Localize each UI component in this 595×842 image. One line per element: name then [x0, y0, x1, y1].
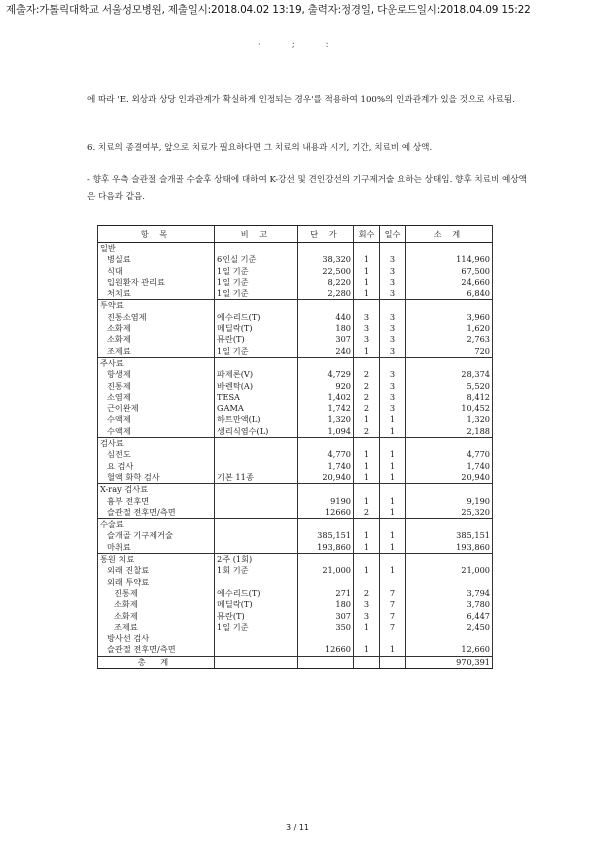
- cell-note: [215, 577, 298, 588]
- cell-price: 4,729: [298, 369, 354, 380]
- cell-price: [298, 300, 354, 312]
- cell-days: [380, 633, 406, 644]
- cell-sub: 28,374: [406, 369, 493, 380]
- cell-note: TESA: [215, 392, 298, 403]
- cell-sub: 6,447: [406, 611, 493, 622]
- cell-price: 9190: [298, 496, 354, 507]
- cell-note: 6인실 기준: [215, 254, 298, 265]
- cell-times: 1: [354, 644, 380, 656]
- cell-price: 1,402: [298, 392, 354, 403]
- table-row: [98, 644, 493, 656]
- cell-sub: [406, 357, 493, 369]
- cell-price: [298, 554, 354, 566]
- header-days: 일수: [380, 226, 406, 243]
- paragraph-causality: 에 따라 'E. 외상과 상당 인과관계가 확실하게 인정되는 경우'를 적용하여 100%의 인과관계가 있을 것으로 사료됨.: [87, 95, 515, 105]
- cell-item: 요 검사: [98, 461, 215, 472]
- cell-sub: [406, 438, 493, 450]
- cell-item: 수액제: [98, 426, 215, 438]
- cell-note: 메딜락(T): [215, 599, 298, 610]
- download-header: 제출자:가톨릭대학교 서울성모병원, 제출일시:2018.04.02 13:19, 출력자:정경일, 다운로드일시:2018.04.09 15:22: [6, 4, 531, 16]
- cell-note: GAMA: [215, 403, 298, 414]
- table-category-row: [98, 300, 493, 312]
- cell-sub: 2,763: [406, 334, 493, 345]
- cell-item: 일반: [98, 243, 215, 255]
- cell-days: [380, 438, 406, 450]
- cell-sub: 3,780: [406, 599, 493, 610]
- cell-times: 2: [354, 588, 380, 599]
- cell-times: 1: [354, 288, 380, 300]
- cell-times: [354, 554, 380, 566]
- cell-note: [215, 438, 298, 450]
- cell-sub: [406, 554, 493, 566]
- header-item: 항 목: [98, 226, 215, 243]
- table-category-row: [98, 438, 493, 450]
- cell-item: 수액제: [98, 414, 215, 425]
- cell-days: 1: [380, 530, 406, 541]
- cell-sub: 20,940: [406, 472, 493, 484]
- cell-price: 240: [298, 346, 354, 358]
- cell-item: 슬관절 전후면/측면: [98, 507, 215, 519]
- cell-price: 180: [298, 323, 354, 334]
- cell-days: 3: [380, 392, 406, 403]
- cell-note: [215, 656, 298, 668]
- cell-days: 3: [380, 254, 406, 265]
- table-row: [98, 496, 493, 507]
- cell-times: 1: [354, 266, 380, 277]
- cell-times: 3: [354, 312, 380, 323]
- cell-item: 심전도: [98, 449, 215, 460]
- cell-note: [215, 507, 298, 519]
- cell-sub: 1,620: [406, 323, 493, 334]
- cell-sub: 3,960: [406, 312, 493, 323]
- cell-times: 2: [354, 426, 380, 438]
- cell-days: [380, 554, 406, 566]
- cell-note: 1일 기준: [215, 266, 298, 277]
- cell-note: 뮤란(T): [215, 611, 298, 622]
- table-row: [98, 577, 493, 588]
- cell-item: 식대: [98, 266, 215, 277]
- cell-times: 1: [354, 472, 380, 484]
- cell-sub: 2,450: [406, 622, 493, 633]
- table-row: [98, 461, 493, 472]
- cell-times: 1: [354, 622, 380, 633]
- cell-item: 방사선 검사: [98, 633, 215, 644]
- cell-days: [380, 484, 406, 496]
- cell-item: 소화제: [98, 334, 215, 345]
- table-row: [98, 472, 493, 484]
- cell-times: 2: [354, 381, 380, 392]
- cell-times: [354, 484, 380, 496]
- cell-days: 3: [380, 381, 406, 392]
- cell-item: 주사료: [98, 357, 215, 369]
- cell-item: 외래 투약료: [98, 577, 215, 588]
- cell-sub: 1,320: [406, 414, 493, 425]
- cell-item: 외래 진찰료: [98, 565, 215, 576]
- cell-price: 193,860: [298, 542, 354, 554]
- cell-price: 4,770: [298, 449, 354, 460]
- cell-times: 1: [354, 530, 380, 541]
- cell-times: 2: [354, 403, 380, 414]
- cell-times: 1: [354, 496, 380, 507]
- cell-note: [215, 496, 298, 507]
- cell-note: 1일 기준: [215, 622, 298, 633]
- cell-item: 소화제: [98, 611, 215, 622]
- cell-note: 바렌탁(A): [215, 381, 298, 392]
- cell-days: 3: [380, 277, 406, 288]
- cell-note: 하트만액(L): [215, 414, 298, 425]
- cell-days: 3: [380, 323, 406, 334]
- table-category-row: [98, 519, 493, 531]
- cell-note: 파제론(V): [215, 369, 298, 380]
- cell-price: [298, 243, 354, 255]
- cell-sub: 385,151: [406, 530, 493, 541]
- cell-price: 440: [298, 312, 354, 323]
- cell-item: X-ray 검사료: [98, 484, 215, 496]
- cell-days: 1: [380, 565, 406, 576]
- table-row: [98, 277, 493, 288]
- cell-item: 조제료: [98, 346, 215, 358]
- cell-price: 1,742: [298, 403, 354, 414]
- header-times: 회수: [354, 226, 380, 243]
- cell-times: [354, 357, 380, 369]
- cell-item: 소화제: [98, 323, 215, 334]
- cell-item: 소화제: [98, 599, 215, 610]
- cell-days: 3: [380, 369, 406, 380]
- table-row: [98, 334, 493, 345]
- cell-item: 수술료: [98, 519, 215, 531]
- cell-price: 2,280: [298, 288, 354, 300]
- cell-times: 1: [354, 542, 380, 554]
- cell-price: [298, 357, 354, 369]
- cell-sub: [406, 577, 493, 588]
- cell-times: 1: [354, 461, 380, 472]
- cell-times: 1: [354, 277, 380, 288]
- cell-days: 3: [380, 312, 406, 323]
- cell-price: [298, 656, 354, 668]
- cell-item: 슬개골 기구제거술: [98, 530, 215, 541]
- cell-sub: 2,188: [406, 426, 493, 438]
- scan-marks: · ; :: [258, 40, 343, 50]
- cell-sub: [406, 300, 493, 312]
- table-total-row: [98, 656, 493, 668]
- cell-sub: 193,860: [406, 542, 493, 554]
- cell-note: 1일 기준: [215, 346, 298, 358]
- cell-price: 12660: [298, 507, 354, 519]
- cell-price: [298, 484, 354, 496]
- cell-item: 진통제: [98, 588, 215, 599]
- cell-price: 271: [298, 588, 354, 599]
- cell-note: [215, 530, 298, 541]
- table-row: [98, 369, 493, 380]
- cell-note: [215, 519, 298, 531]
- cell-price: 12660: [298, 644, 354, 656]
- cell-sub: 21,000: [406, 565, 493, 576]
- cell-days: 7: [380, 611, 406, 622]
- table-category-row: [98, 243, 493, 255]
- cell-price: [298, 577, 354, 588]
- cell-price: 385,151: [298, 530, 354, 541]
- cell-times: [354, 243, 380, 255]
- cell-times: [354, 300, 380, 312]
- cell-days: [380, 357, 406, 369]
- table-row: [98, 392, 493, 403]
- cell-sub: 114,960: [406, 254, 493, 265]
- table-row: [98, 542, 493, 554]
- table-row: [98, 622, 493, 633]
- cell-days: 7: [380, 588, 406, 599]
- cell-price: [298, 438, 354, 450]
- cell-sub: [406, 519, 493, 531]
- cell-days: 1: [380, 426, 406, 438]
- cell-sub: 970,391: [406, 656, 493, 668]
- cell-days: 1: [380, 414, 406, 425]
- header-price: 단 가: [298, 226, 354, 243]
- cell-note: 뮤란(T): [215, 334, 298, 345]
- table-row: [98, 507, 493, 519]
- cell-sub: 8,412: [406, 392, 493, 403]
- table-header-row: [98, 226, 493, 243]
- cell-price: 22,500: [298, 266, 354, 277]
- table-row: [98, 346, 493, 358]
- cell-note: [215, 461, 298, 472]
- cell-times: [354, 438, 380, 450]
- cell-note: [215, 484, 298, 496]
- cell-price: 8,220: [298, 277, 354, 288]
- table-row: [98, 599, 493, 610]
- cell-sub: 1,740: [406, 461, 493, 472]
- cell-days: 1: [380, 507, 406, 519]
- cell-times: 3: [354, 334, 380, 345]
- cell-item: 마취료: [98, 542, 215, 554]
- cell-note: [215, 542, 298, 554]
- cell-days: [380, 243, 406, 255]
- cell-days: 7: [380, 599, 406, 610]
- cell-note: [215, 644, 298, 656]
- table-row: [98, 403, 493, 414]
- cell-sub: 12,660: [406, 644, 493, 656]
- cell-note: [215, 449, 298, 460]
- cell-sub: 24,660: [406, 277, 493, 288]
- cell-times: 3: [354, 611, 380, 622]
- cell-times: [354, 633, 380, 644]
- cell-times: 1: [354, 254, 380, 265]
- cell-days: 1: [380, 644, 406, 656]
- cell-days: 3: [380, 266, 406, 277]
- header-note: 비 고: [215, 226, 298, 243]
- table-row: [98, 312, 493, 323]
- cell-item: 처치료: [98, 288, 215, 300]
- treatment-cost-table: [97, 225, 493, 669]
- cell-price: 180: [298, 599, 354, 610]
- cell-price: 21,000: [298, 565, 354, 576]
- cell-price: 38,320: [298, 254, 354, 265]
- cell-times: [354, 656, 380, 668]
- cell-times: 1: [354, 414, 380, 425]
- cell-sub: 10,452: [406, 403, 493, 414]
- cell-item: 검사료: [98, 438, 215, 450]
- cell-price: 20,940: [298, 472, 354, 484]
- table-row: [98, 266, 493, 277]
- cell-price: 307: [298, 611, 354, 622]
- table-row: [98, 633, 493, 644]
- cell-days: [380, 519, 406, 531]
- cell-times: 2: [354, 392, 380, 403]
- cell-times: 1: [354, 565, 380, 576]
- cell-days: [380, 656, 406, 668]
- cell-times: 3: [354, 599, 380, 610]
- cell-days: 3: [380, 346, 406, 358]
- cell-sub: [406, 243, 493, 255]
- table-row: [98, 381, 493, 392]
- cell-item: 근이완제: [98, 403, 215, 414]
- cell-days: [380, 300, 406, 312]
- cell-sub: 25,320: [406, 507, 493, 519]
- paragraph-future-treatment: - 향후 우측 슬관절 슬개골 수술후 상태에 대하여 K-강선 및 견인강선의 기구제거술 요하는 상태임. 향후 치료비 예상액은 다음과 같음.: [87, 175, 527, 202]
- cell-days: 1: [380, 449, 406, 460]
- cell-note: 에수리드(T): [215, 312, 298, 323]
- cell-price: 920: [298, 381, 354, 392]
- section-6-heading: 6. 치료의 종결여부, 앞으로 치료가 필요하다면 그 치료의 내용과 시기, 기간, 치료비 예 상액.: [87, 143, 433, 153]
- cell-times: 2: [354, 369, 380, 380]
- cell-price: 1,094: [298, 426, 354, 438]
- cell-note: 1일 기준: [215, 288, 298, 300]
- cell-note: 1일 기준: [215, 277, 298, 288]
- cell-note: 기본 11종: [215, 472, 298, 484]
- cell-price: 1,740: [298, 461, 354, 472]
- cell-times: 1: [354, 449, 380, 460]
- cell-note: 2주 (1회): [215, 554, 298, 566]
- cell-note: 1회 기준: [215, 565, 298, 576]
- table-row: [98, 288, 493, 300]
- cell-sub: [406, 633, 493, 644]
- cell-sub: 67,500: [406, 266, 493, 277]
- cell-days: 3: [380, 334, 406, 345]
- cell-sub: [406, 484, 493, 496]
- table-row: [98, 426, 493, 438]
- cell-note: [215, 300, 298, 312]
- cell-times: [354, 519, 380, 531]
- cell-item: 투약료: [98, 300, 215, 312]
- cell-sub: 5,520: [406, 381, 493, 392]
- cell-price: 1,320: [298, 414, 354, 425]
- cell-sub: 4,770: [406, 449, 493, 460]
- table-category-row: [98, 357, 493, 369]
- cell-item: 항생제: [98, 369, 215, 380]
- header-subtotal: 소 계: [406, 226, 493, 243]
- cell-sub: 720: [406, 346, 493, 358]
- table-row: [98, 565, 493, 576]
- cell-item: 병실료: [98, 254, 215, 265]
- cell-item: 진통제: [98, 381, 215, 392]
- cell-days: 1: [380, 472, 406, 484]
- cell-item: 진통소염제: [98, 312, 215, 323]
- cell-price: [298, 519, 354, 531]
- cell-item: 흉부 전후면: [98, 496, 215, 507]
- page-number: 3 / 11: [285, 823, 310, 832]
- table-category-row: [98, 484, 493, 496]
- cell-item: 입원환자 관리료: [98, 277, 215, 288]
- cell-note: [215, 357, 298, 369]
- table-category-row: [98, 554, 493, 566]
- table-row: [98, 611, 493, 622]
- table-row: [98, 588, 493, 599]
- cell-price: [298, 633, 354, 644]
- cell-times: 2: [354, 507, 380, 519]
- cell-days: 7: [380, 622, 406, 633]
- cell-days: 3: [380, 288, 406, 300]
- cell-item: 혈액 화학 검사: [98, 472, 215, 484]
- cell-days: 1: [380, 496, 406, 507]
- cell-item: 조제료: [98, 622, 215, 633]
- table-row: [98, 449, 493, 460]
- cell-days: [380, 577, 406, 588]
- cell-item: 소염제: [98, 392, 215, 403]
- cell-item: 슬관절 전후면/측면: [98, 644, 215, 656]
- table-row: [98, 414, 493, 425]
- cell-days: 3: [380, 403, 406, 414]
- cell-sub: 3,794: [406, 588, 493, 599]
- cell-item: 통원 치료: [98, 554, 215, 566]
- cell-note: [215, 243, 298, 255]
- cell-note: 메딜락(T): [215, 323, 298, 334]
- cell-times: 1: [354, 346, 380, 358]
- table-row: [98, 530, 493, 541]
- cell-days: 1: [380, 461, 406, 472]
- cell-price: 307: [298, 334, 354, 345]
- table-row: [98, 254, 493, 265]
- cell-days: 1: [380, 542, 406, 554]
- cell-sub: 6,840: [406, 288, 493, 300]
- table-row: [98, 323, 493, 334]
- cell-note: [215, 633, 298, 644]
- cell-price: 350: [298, 622, 354, 633]
- cell-note: 생리식염수(L): [215, 426, 298, 438]
- cell-times: [354, 577, 380, 588]
- cell-item: 총 계: [98, 656, 215, 668]
- cell-times: 3: [354, 323, 380, 334]
- cell-sub: 9,190: [406, 496, 493, 507]
- cell-note: 에수리드(T): [215, 588, 298, 599]
